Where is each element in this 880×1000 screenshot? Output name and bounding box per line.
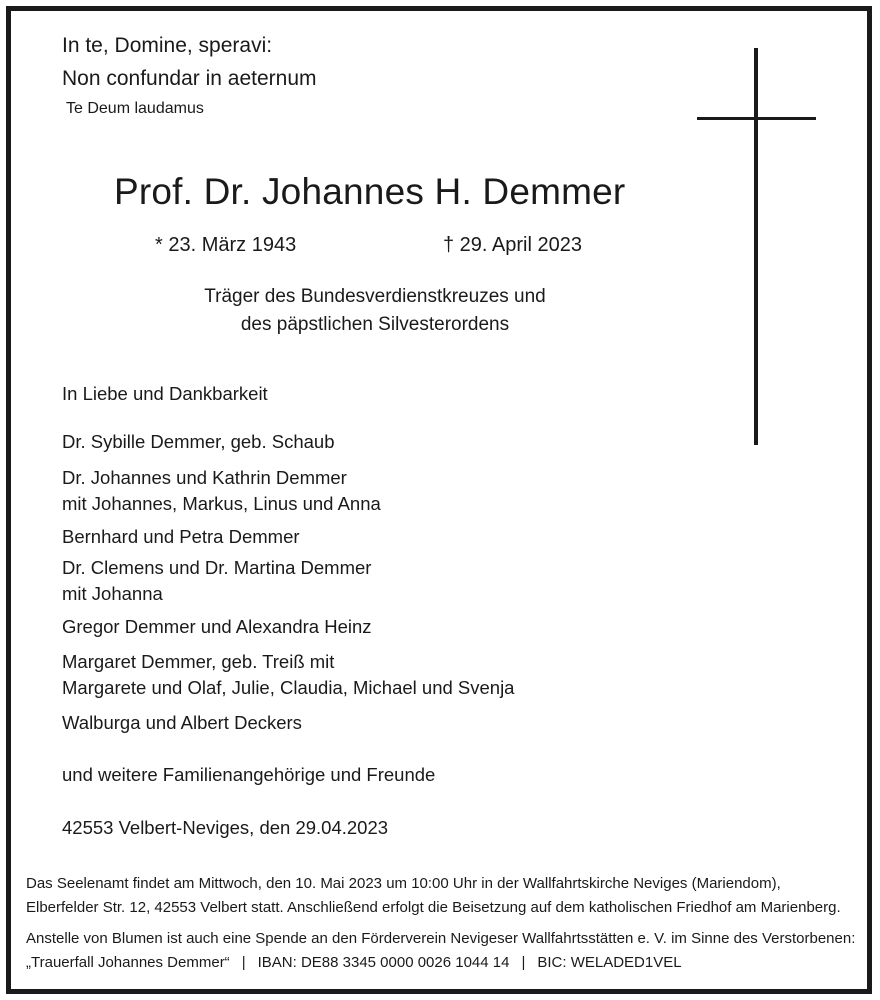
service-info-line-1: Das Seelenamt findet am Mittwoch, den 10. Mai 2023 um 10:00 Uhr in der Wallfahrtskirche Neviges (Mariendom), (26, 875, 781, 892)
separator: | (241, 954, 246, 971)
mourner-line: mit Johanna (62, 583, 163, 604)
mourner-line: mit Johannes, Markus, Linus und Anna (62, 493, 381, 514)
mourners-intro: In Liebe und Dankbarkeit (62, 383, 268, 404)
bank-details (26, 952, 682, 974)
honor-line-1: Träger des Bundesverdienstkreuzes und (204, 286, 546, 307)
mourner-line: Dr. Johannes und Kathrin Demmer (62, 467, 347, 488)
donation-info: Anstelle von Blumen ist auch eine Spende an den Förderverein Nevigeser Wallfahrtsstätten e. V. im Sinne des Verstorbenen: (26, 930, 856, 947)
bic: BIC: WELADED1VEL (537, 954, 682, 971)
mourner-entry (62, 555, 371, 607)
mourner-entry (62, 524, 300, 550)
honor-line-2: des päpstlichen Silvesterordens (240, 314, 510, 335)
others-line: und weitere Familienangehörige und Freunde (62, 764, 436, 785)
mourner-line: Walburga und Albert Deckers (62, 712, 302, 733)
service-info-line-2: Elberfelder Str. 12, 42553 Velbert statt. Anschließend erfolgt die Beisetzung auf dem katholischen Friedhof am Marienberg. (26, 899, 841, 916)
birth-date: * 23. März 1943 (155, 234, 297, 256)
mourner-line: Margaret Demmer, geb. Treiß mit (62, 651, 335, 672)
death-date: † 29. April 2023 (443, 234, 582, 256)
deceased-name: Prof. Dr. Johannes H. Demmer (114, 171, 626, 212)
mourner-entry (62, 429, 335, 455)
motto-line-1: In te, Domine, speravi: (62, 34, 273, 57)
mourner-entry (62, 465, 381, 517)
place-date: 42553 Velbert-Neviges, den 29.04.2023 (62, 817, 389, 838)
iban: IBAN: DE88 3345 0000 0026 1044 14 (257, 954, 510, 971)
mourner-entry (62, 614, 372, 640)
mourner-line: Bernhard und Petra Demmer (62, 526, 300, 547)
mourner-line: Dr. Sybille Demmer, geb. Schaub (62, 431, 335, 452)
mourner-line: Margarete und Olaf, Julie, Claudia, Michael und Svenja (62, 677, 515, 698)
separator: | (521, 954, 526, 971)
motto-line-2: Non confundar in aeternum (62, 67, 317, 90)
mourner-entry (62, 649, 514, 701)
mourner-line: Gregor Demmer und Alexandra Heinz (62, 616, 372, 637)
donation-reference: „Trauerfall Johannes Demmer“ (26, 954, 230, 971)
motto-line-3: Te Deum laudamus (66, 100, 204, 117)
mourner-line: Dr. Clemens und Dr. Martina Demmer (62, 557, 372, 578)
mourner-entry (62, 710, 302, 736)
